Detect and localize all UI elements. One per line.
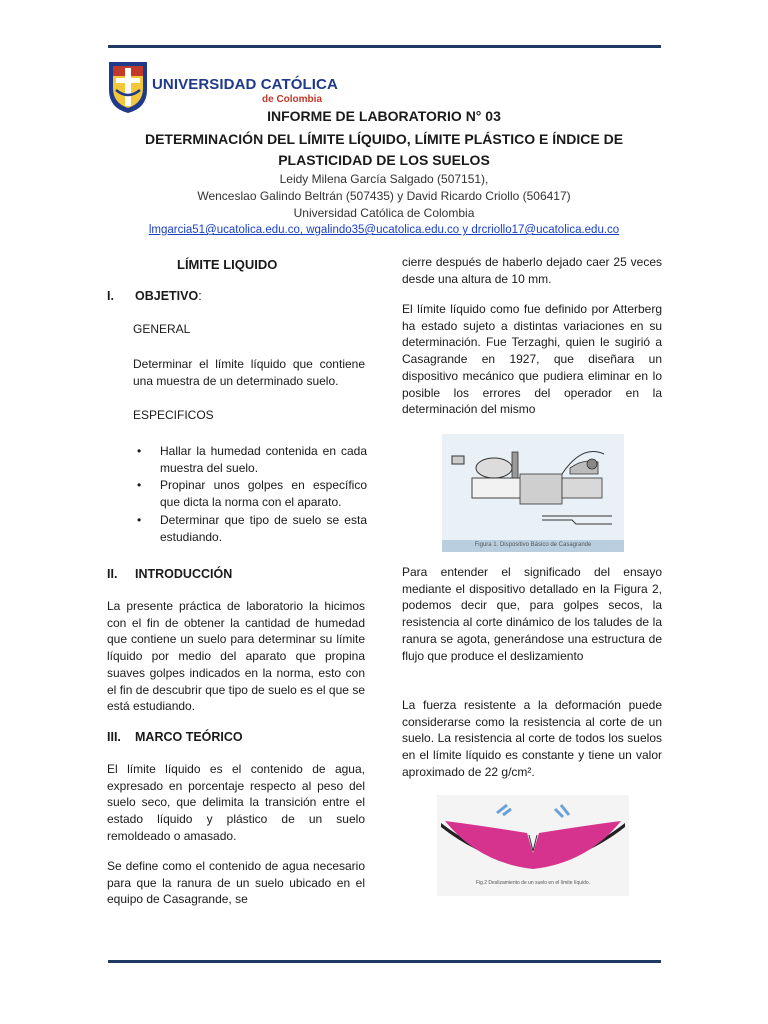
- figure-2-caption: Fig.2 Deslizamiento de un suelo en el límite líquido.: [475, 880, 591, 886]
- heading-text: INTRODUCCIÓN: [135, 567, 233, 581]
- marco-teorico-text-2: Se define como el contenido de agua necesario para que la ranura de un suelo ubicado en el equipo de Casagrande, se: [107, 859, 365, 907]
- right-paragraph-3: Para entender el significado del ensayo mediante el dispositivo detallado en la Figura 2, podemos decir que, para golpes secos, la resistencia al corte dinámico de los taludes de la ranura se agota, generándose una estructura de flujo que produce el deslizamiento: [402, 565, 662, 663]
- heading-number: II.: [107, 567, 118, 581]
- title-line-1: DETERMINACIÓN DEL LÍMITE LÍQUIDO, LÍMITE PLÁSTICO E ÍNDICE DE: [144, 131, 624, 147]
- list-item: • Hallar la humedad contenida en cada muestra del suelo.: [135, 443, 367, 476]
- institution: Universidad Católica de Colombia: [293, 206, 475, 220]
- heading-marco-teorico: [107, 730, 243, 744]
- heading-colon: :: [198, 289, 202, 303]
- heading-number: III.: [107, 730, 121, 744]
- authors-line-1: Leidy Milena García Salgado (507151),: [279, 172, 489, 186]
- heading-objetivo: [107, 289, 202, 303]
- section-title-limite-liquido: LÍMITE LIQUIDO: [177, 257, 278, 272]
- university-name: UNIVERSIDAD CATÓLICA: [152, 76, 338, 93]
- heading-introduccion: [107, 567, 232, 581]
- right-paragraph-2: El límite líquido como fue definido por Atterberg ha estado sujeto a distintas variaciones en su determinación. Fue Terzaghi, quien le sugirió a Casagrande en 1927, que diseñara un dispositivo mecánico que pudiera eliminar en lo posible los errores del operador en la determinación del mismo: [402, 302, 662, 417]
- marco-teorico-text-1: El límite líquido es el contenido de agua, expresado en porcentaje respecto al peso del suelo seco, que delimita la transición entre el estado líquido y plástico de un suelo remoldeado o amasado.: [107, 762, 365, 843]
- title-line-2: PLASTICIDAD DE LOS SUELOS: [278, 152, 490, 168]
- authors-line-2: Wenceslao Galindo Beltrán (507435) y David Ricardo Criollo (506417): [197, 189, 571, 203]
- figure-1-caption: Figura 1. Dispositivo Básico de Casagrande: [474, 542, 592, 548]
- email-links[interactable]: lmgarcia51@ucatolica.edu.co, wgalindo35@ucatolica.edu.co y drcriollo17@ucatolica.edu.co: [148, 224, 620, 236]
- heading-text: MARCO TEÓRICO: [135, 730, 243, 744]
- list-item: • Propinar unos golpes en específico que dicta la norma con el aparato.: [135, 477, 367, 510]
- especificos-label: ESPECIFICOS: [133, 408, 214, 422]
- general-text: Determinar el límite líquido que contiene una muestra de un determinado suelo.: [133, 357, 365, 388]
- report-number: INFORME DE LABORATORIO N° 03: [267, 108, 501, 124]
- general-label: GENERAL: [133, 322, 191, 336]
- right-paragraph-1: cierre después de haberlo dejado caer 25 veces desde una altura de 10 mm.: [402, 255, 662, 286]
- heading-number: I.: [107, 289, 114, 303]
- heading-text: OBJETIVO: [135, 289, 199, 303]
- figure-casagrande-device: [442, 434, 624, 552]
- top-rule: [108, 45, 661, 48]
- introduccion-text: La presente práctica de laboratorio la hicimos con el fin de obtener la cantidad de humedad que contiene un suelo para determinar su límite líquido por medio del aparato que propina suaves golpes indicados en la norma, esto con el fin de descubrir que tipo de suelo es el que se está estudiando.: [107, 599, 365, 714]
- bottom-rule: [108, 960, 661, 963]
- list-item: • Determinar que tipo de suelo se esta estudiando.: [135, 512, 367, 545]
- objetivos-especificos-list: [135, 443, 367, 546]
- university-sub: de Colombia: [262, 94, 323, 105]
- right-paragraph-4: La fuerza resistente a la deformación puede considerarse como la resistencia al corte de un suelo. La resistencia al corte de todos los suelos en el límite líquido es constante y tiene un valor aproximado de 22 g/cm².: [402, 698, 662, 779]
